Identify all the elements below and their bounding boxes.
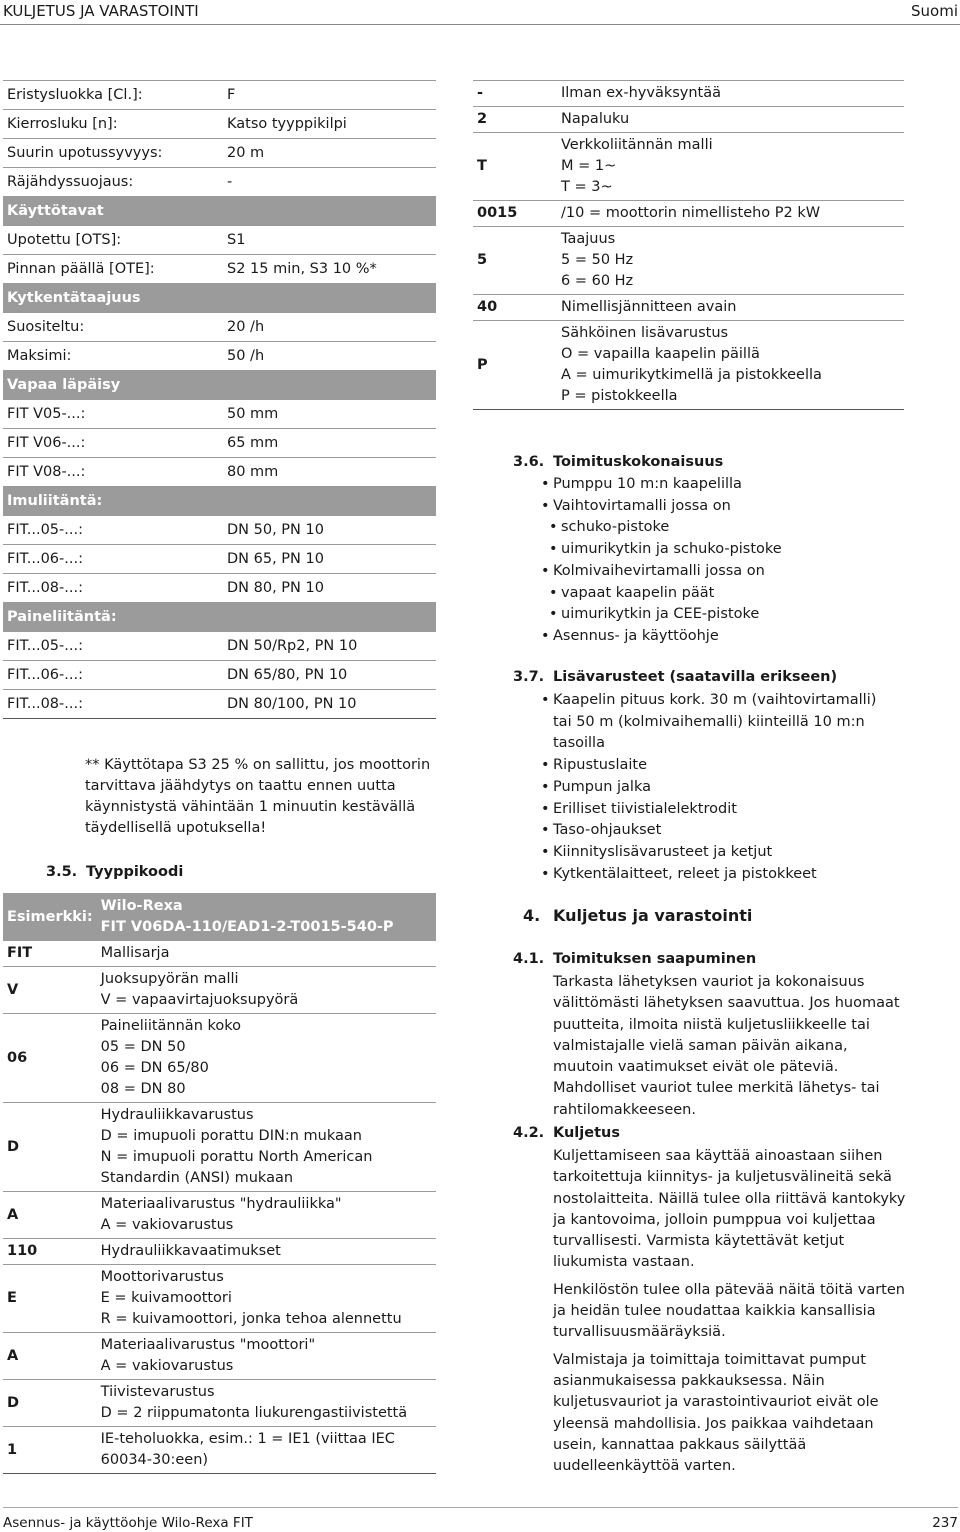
code-description [97,1333,436,1380]
typecode-row [473,295,904,321]
entry-line: 6 = 60 Hz [561,273,634,289]
code-key: A [3,1333,97,1380]
typecode-row [3,941,436,967]
spec-value: 50 /h [223,342,436,371]
spec-value: 80 mm [223,458,436,487]
spec-label: Upotettu [OTS]: [3,226,223,255]
entry-line: 08 = DN 80 [100,1081,186,1097]
arrival-heading [513,951,756,967]
accessories-list [541,690,896,885]
typecode-row [3,1380,436,1427]
chapter-number: 4. [523,906,541,925]
spec-value: S1 [223,226,436,255]
delivery-heading [513,454,723,470]
spec-row [3,661,436,690]
footnote: ** Käyttötapa S3 25 % on sallittu, jos moottorin tarvittava jäähdytys on taattu ennen uutta käynnistystä vähintään 1 minuutin kestävällä täydellisellä upotuksella! [85,757,431,836]
spec-value: S2 15 min, S3 10 %* [223,255,436,284]
entry-line: T = 3~ [561,179,613,195]
spec-row [3,429,436,458]
list-item: • Erilliset tiivistialelektrodit [541,799,896,821]
spec-value: 20 m [223,139,436,168]
typecode-row [473,201,904,227]
header-rule [0,24,960,25]
entry-line: E = kuivamoottori [100,1290,232,1306]
list-item: • vapaat kaapelin päät [549,583,921,605]
entry-line: Nimellisjännitteen avain [561,299,737,315]
entry-line: D = 2 riippumatonta liukurengastiivistettä [100,1405,408,1421]
spec-value: DN 80, PN 10 [223,574,436,603]
section-label: Paineliitäntä: [3,603,436,632]
example-label: Esimerkki: [3,894,97,941]
spec-label: FIT...08-...: [3,690,223,719]
list-item: • Kiinnityslisävarusteet ja ketjut [541,842,896,864]
code-key: T [473,133,557,201]
header-language: Suomi [911,2,958,20]
spec-value: DN 65, PN 10 [223,545,436,574]
list-item: • Ripustuslaite [541,755,896,777]
code-description [557,107,904,133]
section-number: 4.2. [513,1125,545,1141]
spec-row [3,342,436,371]
spec-label: Suurin upotussyvyys: [3,139,223,168]
spec-section-row [3,371,436,400]
page-footer [3,1515,958,1531]
entry-line: /10 = moottorin nimellisteho P2 kW [561,205,821,221]
list-item: • uimurikytkin ja CEE-pistoke [549,604,921,626]
spec-label: FIT...06-...: [3,545,223,574]
entry-line: Mallisarja [100,945,170,961]
section-number: 3.5. [46,864,78,880]
code-description [557,81,904,107]
code-key: 06 [3,1014,97,1103]
spec-section-row [3,487,436,516]
entry-line: 05 = DN 50 [100,1039,186,1055]
list-item: • Taso-ohjaukset [541,820,896,842]
entry-line: R = kuivamoottori, jonka tehoa alennettu [100,1311,402,1327]
delivery-list [541,474,921,648]
code-description [97,1103,436,1192]
entry-line: D = imupuoli porattu DIN:n mukaan [100,1128,362,1144]
section-title: Tyyppikoodi [86,864,184,880]
entry-line: 06 = DN 65/80 [100,1060,209,1076]
code-description [97,1265,436,1333]
list-item: • Vaihtovirtamalli jossa on [541,496,921,518]
code-key: FIT [3,941,97,967]
arrival-text: Tarkasta lähetyksen vauriot ja kokonaisuus välittömästi lähetyksen saavuttua. Jos huomaat puutteita, ilmoita niistä kuljetusliikkeelle tai valmistajalle vielä saman päivän aikana, muutoin vaatimukset eivät ole päteviä. Mahdolliset vauriot tulee merkitä lähetys- tai rahtilomakkeeseen. [553,974,900,1118]
entry-line: Taajuus [561,231,616,247]
spec-section-row [3,603,436,632]
entry-line: A = vakiovarustus [100,1358,234,1374]
entry-line: P = pistokkeella [561,388,678,404]
code-key: A [3,1192,97,1239]
spec-value: 20 /h [223,313,436,342]
transport-text [553,1146,908,1483]
code-key: D [3,1103,97,1192]
code-key: D [3,1380,97,1427]
code-description [97,1192,436,1239]
code-description [557,133,904,201]
list-item: • schuko-pistoke [549,517,921,539]
typecode-row [473,321,904,410]
spec-row [3,632,436,661]
page-header [0,0,960,26]
entry-line: Hydrauliikkavarustus [100,1107,254,1123]
typecode-row [3,1239,436,1265]
typecode-row [473,227,904,295]
code-description [557,201,904,227]
code-description [97,941,436,967]
section-number: 4.1. [513,951,545,967]
list-item: • uimurikytkin ja schuko-pistoke [549,539,921,561]
accessories-heading [513,669,837,685]
spec-label: Suositeltu: [3,313,223,342]
spec-row [3,516,436,545]
entry-line: Materiaalivarustus "hydrauliikka" [100,1196,342,1212]
entry-line: Hydrauliikkavaatimukset [100,1243,281,1259]
entry-line: Napaluku [561,111,630,127]
entry-line: A = vakiovarustus [100,1217,234,1233]
spec-value: Katso tyyppikilpi [223,110,436,139]
spec-section-row [3,197,436,226]
spec-row [3,226,436,255]
entry-line: Moottorivarustus [100,1269,224,1285]
spec-section-row [3,284,436,313]
section-label: Imuliitäntä: [3,487,436,516]
example-row [3,894,436,941]
code-description [97,1380,436,1427]
code-description [557,227,904,295]
code-key: E [3,1265,97,1333]
code-key: 40 [473,295,557,321]
spec-label: Pinnan päällä [OTE]: [3,255,223,284]
code-key: P [473,321,557,410]
paragraph: Valmistaja ja toimittaja toimittavat pumput asianmukaisessa pakkauksessa. Näin kuljetusvauriot ja varastointivauriot eivät ole yleensä mahdollisia. Jos paikkaa vaihdetaan usein, kannattaa pakkaus säilyttää uudelleenkäyttöä varten. [553,1351,879,1475]
code-key: V [3,967,97,1014]
spec-label: Kierrosluku [n]: [3,110,223,139]
chapter-title: Kuljetus ja varastointi [553,906,753,925]
entry-line: O = vapailla kaapelin päillä [561,346,760,362]
entry-line: Materiaalivarustus "moottori" [100,1337,316,1353]
list-item: • Kytkentälaitteet, releet ja pistokkeet [541,864,896,886]
spec-row [3,690,436,719]
entry-line: Tiivistevarustus [100,1384,215,1400]
entry-line: Sähköinen lisävarustus [561,325,729,341]
spec-value: 50 mm [223,400,436,429]
entry-line: FIT V06DA-110/EAD1-2-T0015-540-P [100,919,394,935]
spec-label: FIT V08-...: [3,458,223,487]
code-description [97,1014,436,1103]
spec-label: FIT...08-...: [3,574,223,603]
spec-table [3,80,436,719]
transport-heading [513,1125,620,1141]
entry-line: M = 1~ [561,158,617,174]
spec-label: Eristysluokka [Cl.]: [3,81,223,110]
spec-row [3,255,436,284]
typecode-row [3,967,436,1014]
list-item: • Pumpun jalka [541,777,896,799]
entry-line: Paineliitännän koko [100,1018,241,1034]
code-key: 5 [473,227,557,295]
entry-line: IE-teholuokka, esim.: 1 = IE1 (viittaa IEC 60034-30:een) [100,1431,395,1468]
spec-row [3,458,436,487]
spec-label: Maksimi: [3,342,223,371]
spec-value: DN 50/Rp2, PN 10 [223,632,436,661]
spec-label: FIT V05-...: [3,400,223,429]
spec-row [3,139,436,168]
spec-value: F [223,81,436,110]
entry-line: V = vapaavirtajuoksupyörä [100,992,299,1008]
code-description [557,321,904,410]
spec-value: DN 65/80, PN 10 [223,661,436,690]
typecode-row [3,1427,436,1474]
section-title: Toimituskokonaisuus [553,454,724,470]
entry-line: 5 = 50 Hz [561,252,634,268]
code-key: 2 [473,107,557,133]
typecode-row [3,1265,436,1333]
chapter-heading [523,906,752,925]
list-item: • Asennus- ja käyttöohje [541,626,921,648]
entry-line: Juoksupyörän malli [100,971,239,987]
code-key: - [473,81,557,107]
typecode-row [473,133,904,201]
code-key: 110 [3,1239,97,1265]
code-key: 0015 [473,201,557,227]
entry-line: Verkkoliitännän malli [561,137,713,153]
spec-row [3,313,436,342]
typecode-row [473,81,904,107]
footer-doc-title: Asennus- ja käyttöohje Wilo-Rexa FIT [3,1515,253,1531]
spec-label: FIT...06-...: [3,661,223,690]
paragraph: Henkilöstön tulee olla pätevää näitä töitä varten ja heidän tulee noudattaa kaikkia kansallisia turvallisuusmääräyksiä. [553,1281,905,1341]
section-title: Toimituksen saapuminen [553,951,757,967]
typecode-row [3,1333,436,1380]
entry-line: Ilman ex-hyväksyntää [561,85,722,101]
spec-value: DN 50, PN 10 [223,516,436,545]
spec-row [3,545,436,574]
typecode-heading [46,864,183,880]
typecode-row [3,1014,436,1103]
typecode-table [3,893,436,1474]
spec-label: FIT V06-...: [3,429,223,458]
code-description [97,1427,436,1474]
typecode-row [473,107,904,133]
paragraph: Kuljettamiseen saa käyttää ainoastaan siihen tarkoitettuja kiinnitys- ja kuljetusvälineitä sekä nostolaitteita. Näillä tulee olla riittävä kantokyky ja kantovoima, jolloin pumppua voi kuljettaa turvallisesti. Varmista käytettävät ketjut liukumista vastaan. [553,1148,906,1271]
example-value [97,894,436,941]
typecode-table-continued [473,80,904,410]
typecode-row [3,1192,436,1239]
spec-label: FIT...05-...: [3,516,223,545]
spec-label: FIT...05-...: [3,632,223,661]
section-label: Kytkentätaajuus [3,284,436,313]
code-description [97,967,436,1014]
code-key: 1 [3,1427,97,1474]
header-section-title: KULJETUS JA VARASTOINTI [3,2,199,20]
footer-rule [3,1507,958,1508]
spec-row [3,81,436,110]
section-label: Käyttötavat [3,197,436,226]
code-description [557,295,904,321]
section-title: Lisävarusteet (saatavilla erikseen) [553,669,838,685]
entry-line: N = imupuoli porattu North American Standardin (ANSI) mukaan [100,1149,373,1186]
page-number: 237 [932,1515,958,1531]
spec-row [3,110,436,139]
list-item: • Pumppu 10 m:n kaapelilla [541,474,921,496]
spec-value: DN 80/100, PN 10 [223,690,436,719]
spec-value: 65 mm [223,429,436,458]
typecode-row [3,1103,436,1192]
list-item: • Kolmivaihevirtamalli jossa on [541,561,921,583]
spec-row [3,574,436,603]
list-item: • Kaapelin pituus kork. 30 m (vaihtovirtamalli) tai 50 m (kolmivaihemalli) kiinteillä 10 m:n tasoilla [541,690,896,755]
section-number: 3.7. [513,669,545,685]
spec-value: - [223,168,436,197]
section-label: Vapaa läpäisy [3,371,436,400]
code-description [97,1239,436,1265]
section-number: 3.6. [513,454,545,470]
section-title: Kuljetus [553,1125,620,1141]
entry-line: A = uimurikytkimellä ja pistokkeella [561,367,822,383]
spec-row [3,400,436,429]
entry-line: Wilo-Rexa [100,898,183,914]
spec-label: Räjähdyssuojaus: [3,168,223,197]
spec-row [3,168,436,197]
